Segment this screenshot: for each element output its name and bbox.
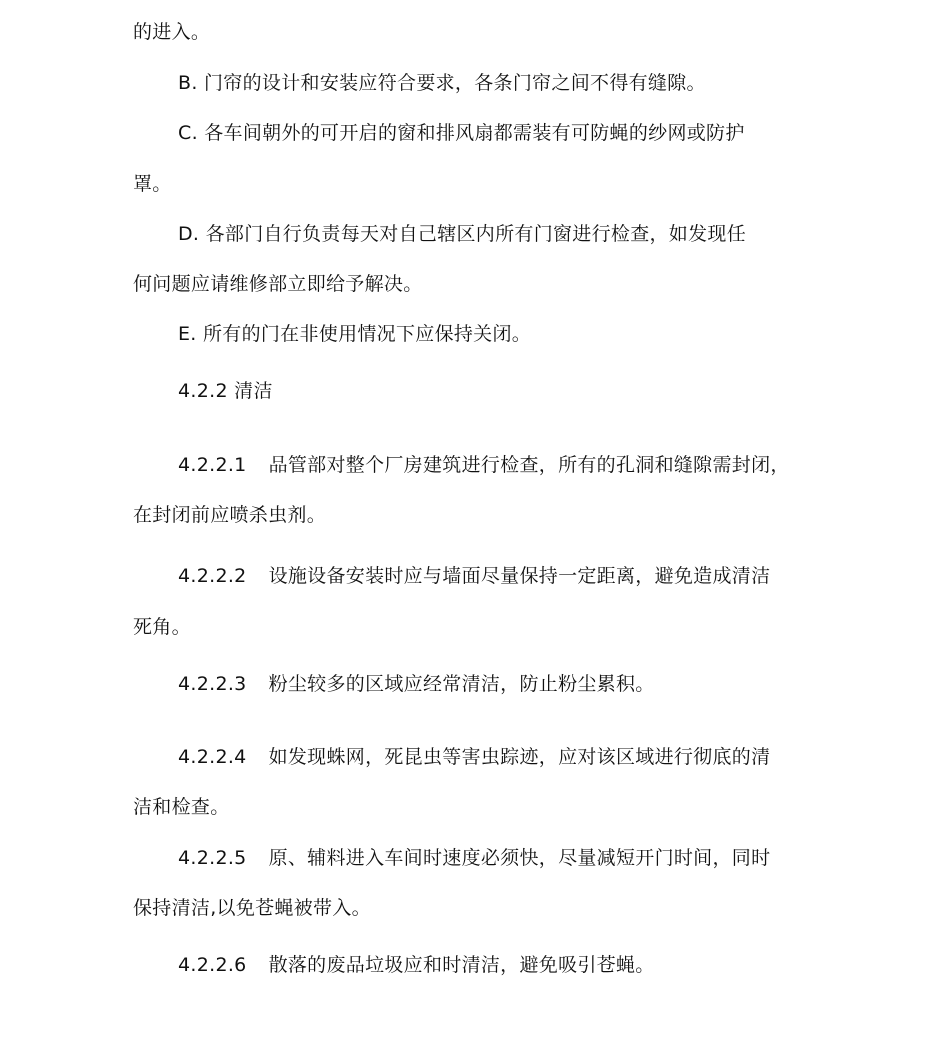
clause-4-2-2-4 — [178, 745, 770, 769]
clause-4-2-2-2 — [178, 564, 770, 588]
clause-text: 如发现蛛网，死昆虫等害虫踪迹，应对该区域进行彻底的清 — [268, 746, 771, 768]
item-d-continuation: 何问题应请维修部立即给予解决。 — [133, 273, 423, 295]
clause-continuation: 在封闭前应喷杀虫剂。 — [133, 504, 327, 526]
clause-4-2-2-6 — [178, 953, 655, 977]
clause-number: 4.2.2.1 — [178, 454, 247, 476]
clause-text: 设施设备安装时应与墙面尽量保持一定距离，避免造成清洁 — [268, 565, 771, 587]
item-c: C. 各车间朝外的可开启的窗和排风扇都需装有可防蝇的纱网或防护 — [178, 122, 745, 144]
clause-text: 原、辅料进入车间时速度必须快，尽量减短开门时间，同时 — [268, 847, 771, 869]
clause-text: 散落的废品垃圾应和时清洁，避免吸引苍蝇。 — [268, 954, 655, 976]
clause-text: 品管部对整个厂房建筑进行检查，所有的孔洞和缝隙需封闭， — [268, 454, 790, 476]
item-c-continuation: 罩。 — [133, 173, 172, 195]
clause-4-2-2-5 — [178, 846, 770, 870]
clause-text: 粉尘较多的区域应经常清洁，防止粉尘累积。 — [268, 673, 655, 695]
clause-4-2-2-3 — [178, 672, 655, 696]
clause-number: 4.2.2.2 — [178, 565, 247, 587]
text-line: 的进入。 — [133, 21, 211, 43]
clause-continuation: 洁和检查。 — [133, 796, 230, 818]
clause-number: 4.2.2.3 — [178, 673, 247, 695]
clause-number: 4.2.2.5 — [178, 847, 247, 869]
item-e: E. 所有的门在非使用情况下应保持关闭。 — [178, 323, 532, 345]
clause-continuation: 死角。 — [133, 616, 191, 638]
clause-number: 4.2.2.4 — [178, 746, 247, 768]
clause-number: 4.2.2.6 — [178, 954, 247, 976]
item-b: B. 门帘的设计和安装应符合要求，各条门帘之间不得有缝隙。 — [178, 72, 706, 94]
clause-4-2-2-1 — [178, 453, 790, 477]
item-d: D. 各部门自行负责每天对自己辖区内所有门窗进行检查，如发现任 — [178, 223, 747, 245]
section-heading: 4.2.2 清洁 — [178, 380, 273, 402]
clause-continuation: 保持清洁,以免苍蝇被带入。 — [133, 897, 371, 919]
